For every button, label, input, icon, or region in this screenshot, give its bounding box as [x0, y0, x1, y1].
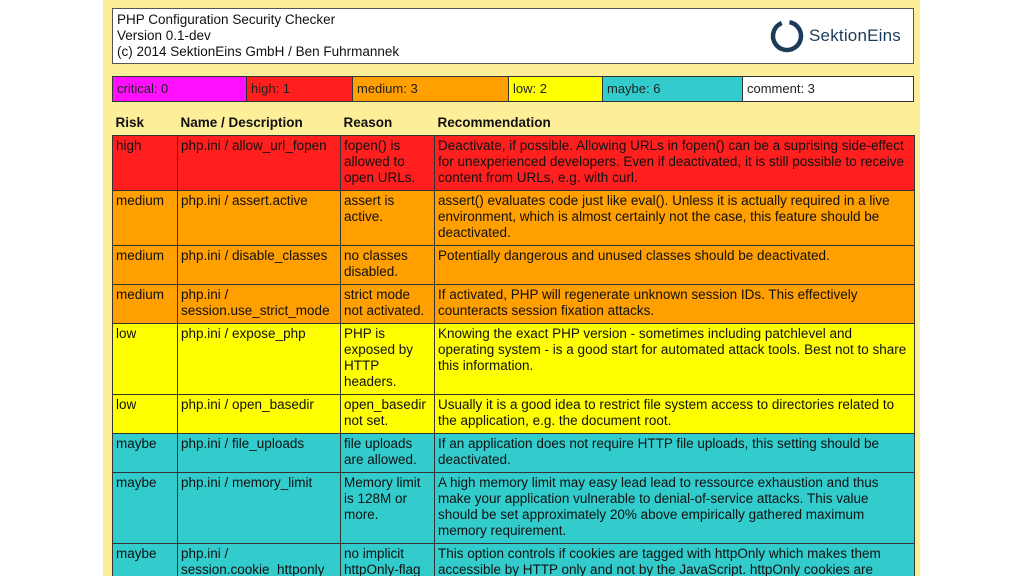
report-title: PHP Configuration Security Checker [117, 12, 336, 27]
findings-body [113, 136, 915, 576]
summary-high: high: 1 [247, 77, 353, 101]
risk-cell: high [113, 136, 178, 191]
report-header [112, 8, 914, 64]
table-row [113, 544, 915, 576]
reason-cell: strict mode not activated. [341, 285, 435, 324]
table-row [113, 136, 915, 191]
column-header-risk: Risk [115, 115, 145, 130]
table-row [113, 191, 915, 246]
recommendation-cell: If an application does not require HTTP file uploads, this setting should be deactivated. [435, 434, 915, 473]
report-version: Version 0.1-dev [117, 28, 211, 43]
name-cell: php.ini / file_uploads [178, 434, 341, 473]
name-cell: php.ini / memory_limit [178, 473, 341, 544]
summary-critical: critical: 0 [113, 77, 247, 101]
recommendation-cell: Knowing the exact PHP version - sometimes including patchlevel and operating system - is a good start for automated attack tools. Best not to share this information. [435, 324, 915, 395]
recommendation-cell: This option controls if cookies are tagged with httpOnly which makes them accessible by HTTP only and not by the JavaScript. httpOnly cookies are [435, 544, 915, 576]
table-header-row [113, 112, 915, 136]
risk-cell: medium [113, 191, 178, 246]
summary-low: low: 2 [509, 77, 603, 101]
summary-medium: medium: 3 [353, 77, 509, 101]
recommendation-cell: A high memory limit may easy lead lead to ressource exhaustion and thus make your application vulnerable to denial-of-service attacks. This value should be set approximately 20% above empirically gathered maximum memory requirement. [435, 473, 915, 544]
reason-cell: fopen() is allowed to open URLs. [341, 136, 435, 191]
name-cell: php.ini / session.use_strict_mode [178, 285, 341, 324]
recommendation-cell: Deactivate, if possible. Allowing URLs in fopen() can be a suprising side-effect for unexperienced developers. Even if deactivated, it is still possible to receive content from URLs, e.g. with curl. [435, 136, 915, 191]
risk-cell: maybe [113, 473, 178, 544]
table-row [113, 434, 915, 473]
table-row [113, 324, 915, 395]
reason-cell: open_basedir not set. [341, 395, 435, 434]
reason-cell: file uploads are allowed. [341, 434, 435, 473]
column-header-recommendation: Recommendation [437, 115, 551, 130]
findings-table [112, 112, 915, 576]
risk-cell: maybe [113, 544, 178, 576]
column-header-reason: Reason [343, 115, 393, 130]
reason-cell: no classes disabled. [341, 246, 435, 285]
recommendation-cell: Usually it is a good idea to restrict file system access to directories related to the application, e.g. the document root. [435, 395, 915, 434]
name-cell: php.ini / disable_classes [178, 246, 341, 285]
table-row [113, 473, 915, 544]
reason-cell: assert is active. [341, 191, 435, 246]
risk-cell: medium [113, 246, 178, 285]
risk-cell: low [113, 324, 178, 395]
table-row [113, 395, 915, 434]
table-row [113, 285, 915, 324]
logo-ring-icon [769, 18, 805, 54]
reason-cell: no implicit httpOnly-flag [341, 544, 435, 576]
name-cell: php.ini / session.cookie_httponly [178, 544, 341, 576]
column-header-name: Name / Description [180, 115, 303, 130]
recommendation-cell: assert() evaluates code just like eval(). Unless it is actually required in a live environment, which is almost certainly not the case, this feature should be deactivated. [435, 191, 915, 246]
report-copyright: (c) 2014 SektionEins GmbH / Ben Fuhrmannek [117, 44, 400, 59]
risk-cell: medium [113, 285, 178, 324]
reason-cell: PHP is exposed by HTTP headers. [341, 324, 435, 395]
risk-summary-bar [112, 76, 914, 102]
risk-cell: maybe [113, 434, 178, 473]
recommendation-cell: Potentially dangerous and unused classes should be deactivated. [435, 246, 915, 285]
summary-comment: comment: 3 [743, 77, 913, 101]
sektioneins-logo [769, 16, 901, 56]
name-cell: php.ini / allow_url_fopen [178, 136, 341, 191]
logo-text: SektionEins [809, 26, 901, 45]
risk-cell: low [113, 395, 178, 434]
name-cell: php.ini / assert.active [178, 191, 341, 246]
summary-maybe: maybe: 6 [603, 77, 743, 101]
reason-cell: Memory limit is 128M or more. [341, 473, 435, 544]
report-page [103, 0, 920, 576]
name-cell: php.ini / open_basedir [178, 395, 341, 434]
table-row [113, 246, 915, 285]
recommendation-cell: If activated, PHP will regenerate unknown session IDs. This effectively counteracts session fixation attacks. [435, 285, 915, 324]
name-cell: php.ini / expose_php [178, 324, 341, 395]
